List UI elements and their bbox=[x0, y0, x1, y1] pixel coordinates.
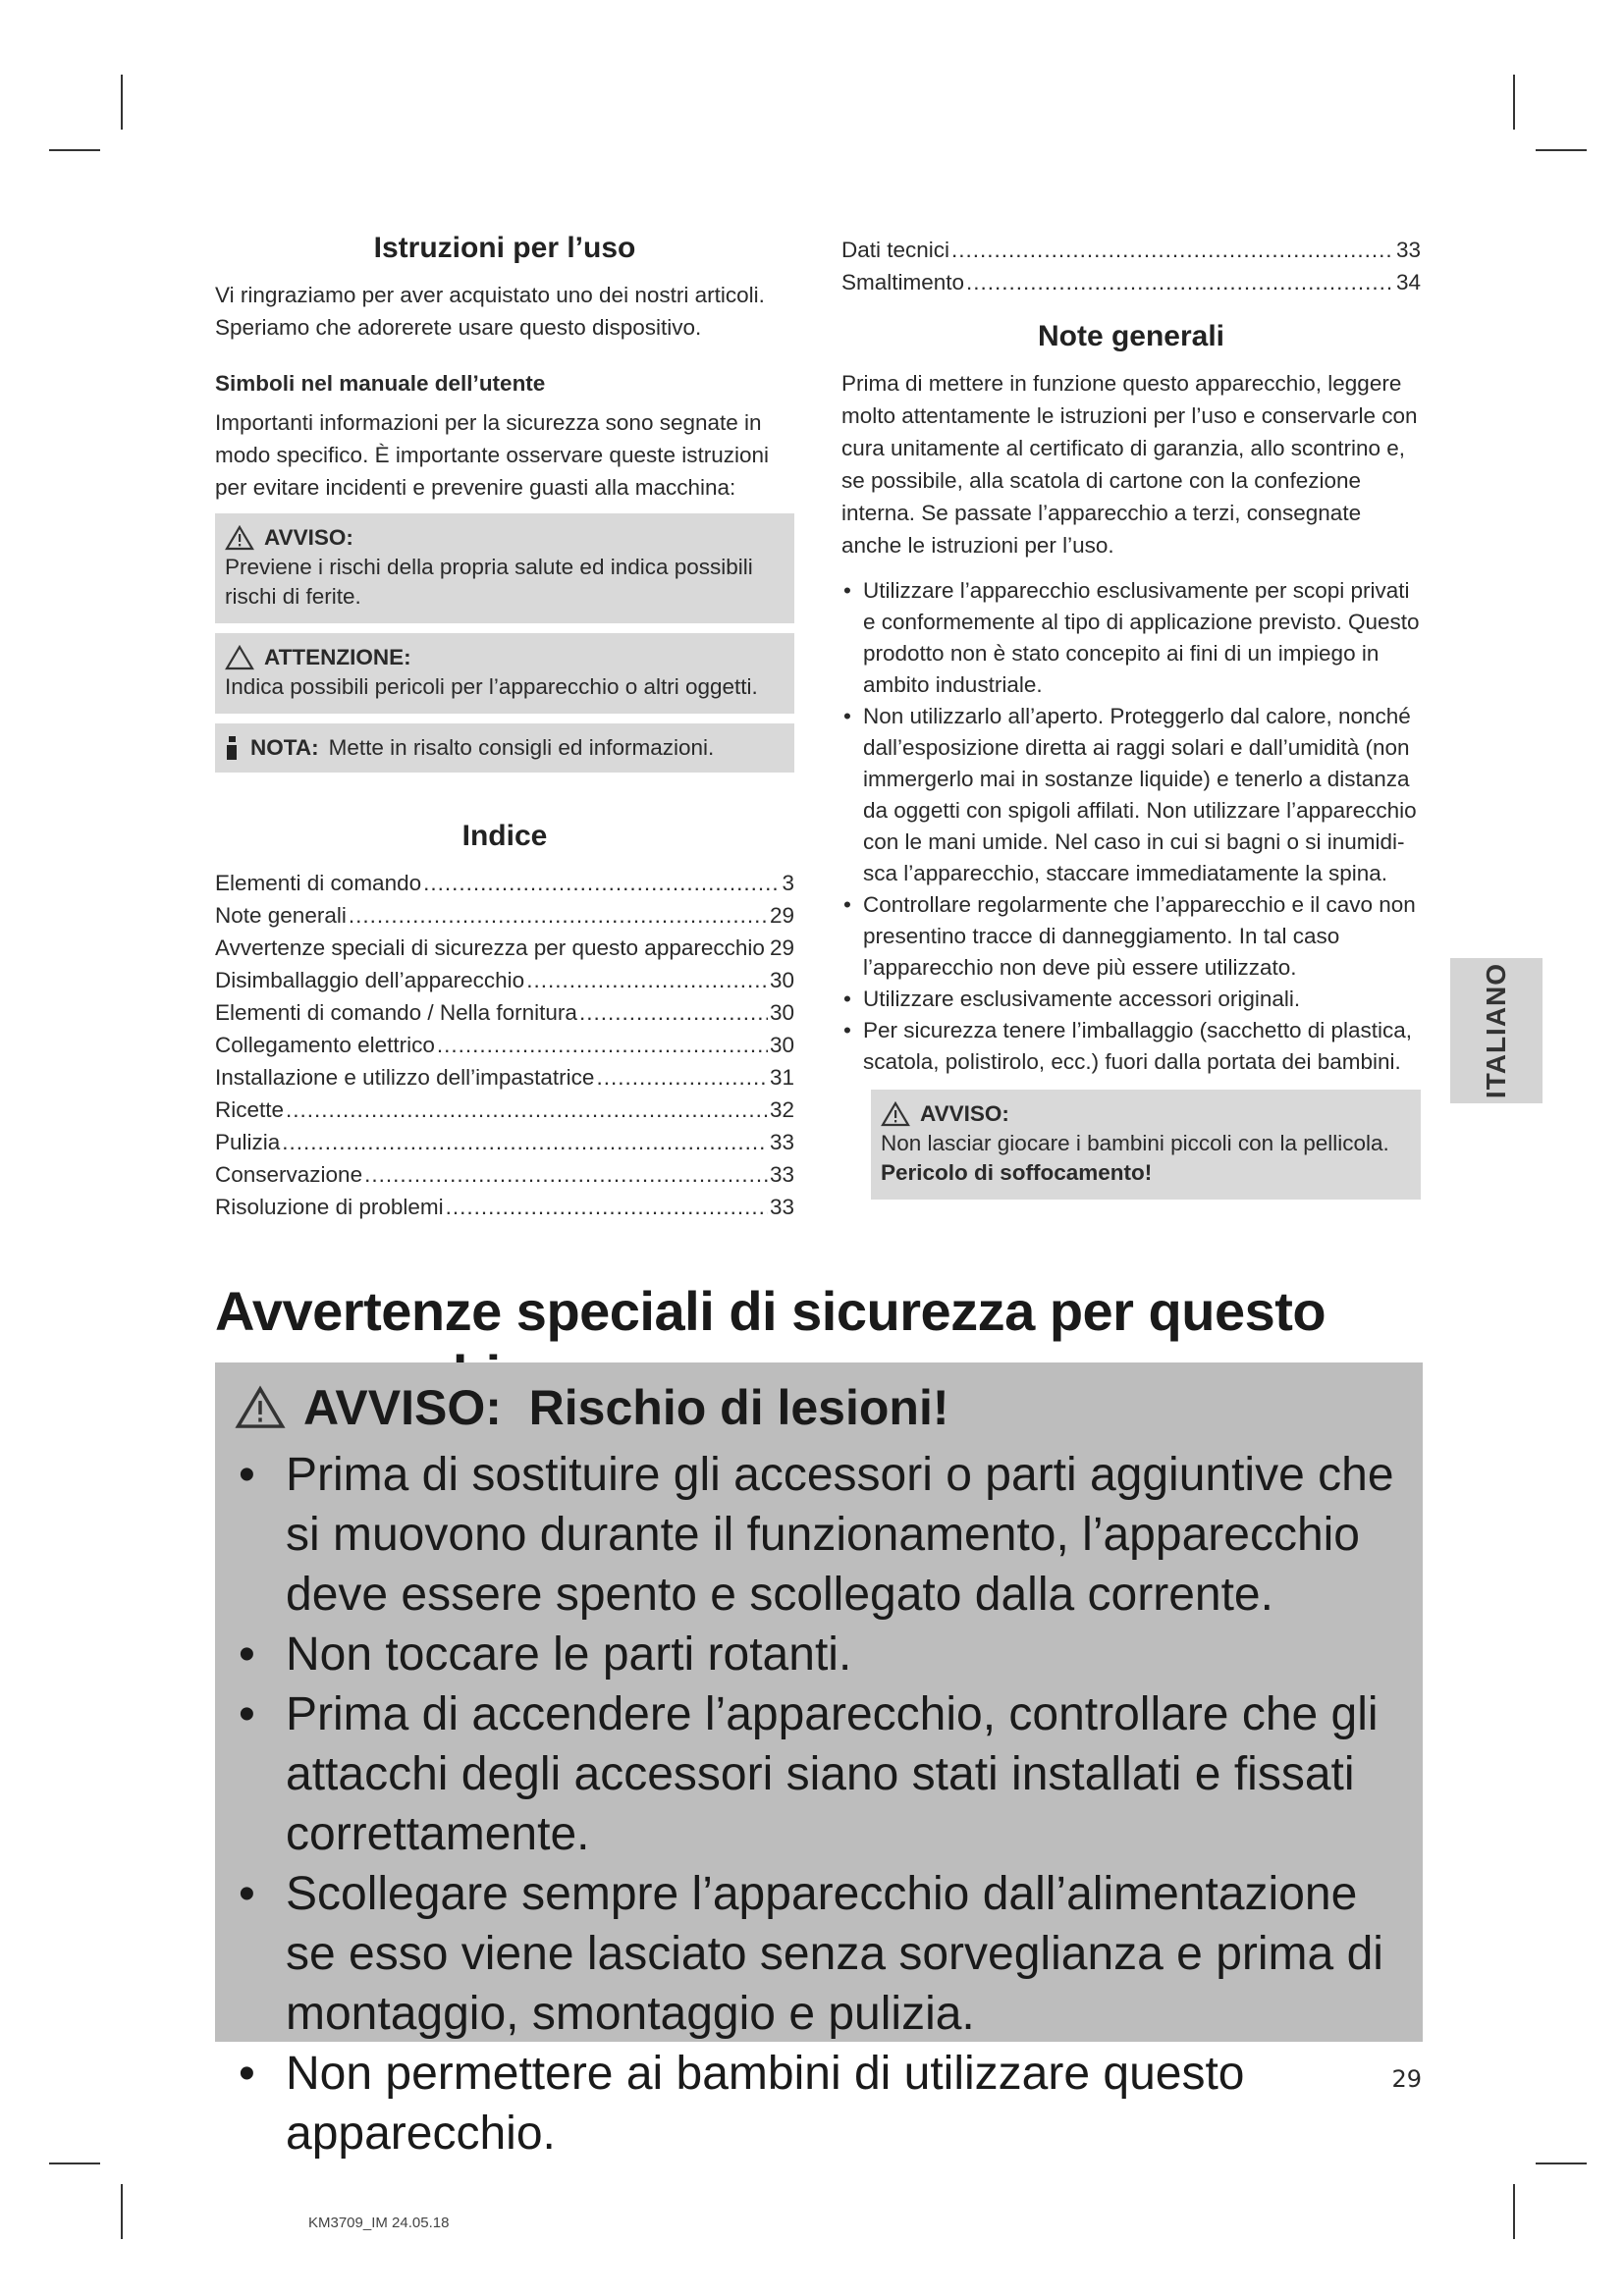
toc-entry bbox=[215, 932, 794, 964]
toc-entry-label: Avvertenze speciali di sicurezza per questo apparecchio bbox=[215, 935, 765, 960]
crop-mark bbox=[1536, 149, 1587, 151]
toc-entry-page: 33 bbox=[769, 1195, 794, 1219]
list-item: • Prima di sostituire gli accessori o parti aggiuntive che si muovono durante il funzionamento, l’apparecchio deve essere spento e scollegato dalla corrente. bbox=[235, 1445, 1403, 1625]
toc-leader bbox=[951, 234, 1394, 266]
language-tab-label: ITALIANO bbox=[1481, 962, 1512, 1099]
toc-entry-label: Conservazione bbox=[215, 1162, 363, 1187]
nota-label: NOTA: bbox=[250, 735, 319, 760]
list-item: • Non toccare le parti rotanti. bbox=[235, 1625, 1403, 1684]
toc-entry-label: Dati tecnici bbox=[841, 238, 950, 262]
toc-leader bbox=[966, 266, 1394, 298]
warning-triangle-icon bbox=[225, 525, 254, 551]
left-column bbox=[215, 232, 794, 1223]
toc-entry-label: Disimballaggio dell’apparecchio bbox=[215, 968, 525, 992]
table-of-contents bbox=[215, 867, 794, 1223]
toc-entry-label: Pulizia bbox=[215, 1130, 281, 1154]
symbols-text: Importanti informazioni per la sicurezza sono segnate in modo specifico. È importante osservare queste istruzioni per evitare incidenti e prevenire guasti alla macchina: bbox=[215, 410, 770, 500]
toc-entry bbox=[215, 1094, 794, 1126]
toc-entry-label: Elementi di comando / Nella fornitura bbox=[215, 1000, 577, 1025]
index-title: Indice bbox=[461, 820, 548, 852]
list-item: • Controllare regolarmente che l’apparecchio e il cavo non presentino tracce di danneggiamento. In tal caso l’apparecchio non deve più essere utilizzato. bbox=[841, 889, 1421, 984]
toc-entry-label: Risoluzione di problemi bbox=[215, 1195, 444, 1219]
list-item: • Scollegare sempre l’apparecchio dall’alimentazione se esso viene lasciato senza sorveglianza e prima di montaggio, smontaggio e pulizia. bbox=[235, 1864, 1403, 2044]
toc-entry bbox=[215, 899, 794, 932]
avviso-box-film bbox=[871, 1090, 1421, 1200]
toc-entry-page: 29 bbox=[769, 903, 794, 928]
general-notes-intro: Prima di mettere in funzione questo apparecchio, leggere molto attentamente le istruzioni per l’uso e conservarle con cura unitamente al certificato di garanzia, allo scontrino e, se possibile, alla scatola di cartone con la confezione interna. Se passate l’apparecchio a terzi, consegnate anche le istruzioni per l’uso. bbox=[841, 371, 1418, 558]
toc-entry-page: 33 bbox=[769, 1162, 794, 1187]
crop-mark bbox=[121, 75, 123, 130]
toc-entry-page: 31 bbox=[769, 1065, 794, 1090]
crop-mark bbox=[49, 2163, 100, 2164]
list-item: • Utilizzare l’apparecchio esclusivamente per scopi privati e conformemente al tipo di applicazione previsto. Questo prodotto non è stato concepito ai fini di un impiego in ambito industriale. bbox=[841, 575, 1421, 701]
safety-warning-title: AVVISO: Rischio di lesioni! bbox=[303, 1380, 949, 1435]
page-number: 29 bbox=[1391, 2065, 1422, 2093]
toc-entry-page: 3 bbox=[782, 871, 794, 895]
toc-entry-page: 32 bbox=[769, 1097, 794, 1122]
language-tab bbox=[1450, 958, 1543, 1103]
nota-box bbox=[215, 723, 794, 773]
toc-leader bbox=[286, 1094, 768, 1126]
toc-entry-page: 29 bbox=[769, 935, 794, 960]
table-of-contents-continued bbox=[841, 234, 1421, 298]
toc-entry bbox=[215, 1158, 794, 1191]
avviso-text: Non lasciar giocare i bambini piccoli con la pellicola. bbox=[881, 1131, 1389, 1155]
toc-entry-label: Installazione e utilizzo dell’impastatrice bbox=[215, 1065, 595, 1090]
toc-entry bbox=[215, 1191, 794, 1223]
toc-entry-label: Note generali bbox=[215, 903, 347, 928]
general-notes-list bbox=[841, 575, 1421, 1078]
crop-mark bbox=[1513, 75, 1515, 130]
toc-leader bbox=[364, 1158, 768, 1191]
toc-entry-label: Collegamento elettrico bbox=[215, 1033, 435, 1057]
toc-leader bbox=[437, 1029, 768, 1061]
toc-leader bbox=[423, 867, 780, 899]
crop-mark bbox=[121, 2184, 123, 2239]
symbols-title: Simboli nel manuale dell’utente bbox=[215, 371, 546, 396]
footer-code: KM3709_IM 24.05.18 bbox=[308, 2215, 450, 2231]
crop-mark bbox=[1536, 2163, 1587, 2164]
toc-leader bbox=[349, 899, 768, 932]
crop-mark bbox=[49, 149, 100, 151]
safety-heading: Avvertenze speciali di sicurezza per questo bbox=[215, 1280, 1326, 1342]
warning-triangle-icon bbox=[235, 1385, 286, 1430]
list-item: • Non permettere ai bambini di utilizzare questo apparecchio. bbox=[235, 2044, 1403, 2163]
list-item: • Prima di accendere l’apparecchio, controllare che gli attacchi degli accessori siano stati installati e fissati correttamente. bbox=[235, 1684, 1403, 1864]
toc-leader bbox=[526, 964, 768, 996]
toc-entry-page: 30 bbox=[769, 1000, 794, 1025]
toc-entry bbox=[841, 266, 1421, 298]
instructions-title: Istruzioni per l’uso bbox=[373, 232, 636, 264]
toc-entry-page: 30 bbox=[769, 968, 794, 992]
avviso-text: Previene i rischi della propria salute ed indica possibili rischi di ferite. bbox=[225, 555, 753, 609]
info-icon bbox=[225, 734, 241, 762]
toc-entry bbox=[215, 867, 794, 899]
list-item: • Non utilizzarlo all’aperto. Proteggerlo dal calore, nonché dall’esposizione diretta ai raggi solari e dall’umidità (non immergerlo mai in sostanze liquide) e tenerlo a distanza da oggetti con spigoli affilati. Non utilizzare l’apparecchio con le mani umide. Nel caso in cui si bagni o si inumidisca l’apparecchio, staccare immediatamente la spina. bbox=[841, 701, 1421, 889]
toc-leader bbox=[767, 932, 768, 964]
toc-entry-label: Elementi di comando bbox=[215, 871, 422, 895]
list-item: • Utilizzare esclusivamente accessori originali. bbox=[841, 984, 1421, 1015]
warning-triangle-icon bbox=[225, 645, 254, 670]
safety-warning-list bbox=[235, 1445, 1403, 2163]
toc-leader bbox=[446, 1191, 768, 1223]
toc-entry-page: 33 bbox=[769, 1130, 794, 1154]
avviso-label: AVVISO: bbox=[264, 525, 353, 550]
attenzione-box bbox=[215, 633, 794, 714]
right-column bbox=[841, 234, 1421, 1200]
toc-entry-label: Ricette bbox=[215, 1097, 285, 1122]
toc-entry-page: 33 bbox=[1395, 238, 1421, 262]
toc-leader bbox=[579, 996, 768, 1029]
toc-entry bbox=[215, 964, 794, 996]
nota-text: Mette in risalto consigli ed informazioni. bbox=[328, 735, 715, 760]
toc-leader bbox=[596, 1061, 768, 1094]
attenzione-text: Indica possibili pericoli per l’apparecchio o altri oggetti. bbox=[225, 674, 758, 699]
toc-entry bbox=[215, 1029, 794, 1061]
attenzione-label: ATTENZIONE: bbox=[264, 645, 411, 669]
avviso-bold-text: Pericolo di soffocamento! bbox=[881, 1160, 1153, 1185]
list-item: • Per sicurezza tenere l’imballaggio (sacchetto di plastica, scatola, polistirolo, ecc.) fuori dalla portata dei bambini. bbox=[841, 1015, 1421, 1078]
general-notes-title: Note generali bbox=[1037, 320, 1225, 352]
toc-entry bbox=[215, 1061, 794, 1094]
avviso-label: AVVISO: bbox=[920, 1101, 1009, 1126]
toc-entry bbox=[215, 1126, 794, 1158]
warning-triangle-icon bbox=[881, 1101, 910, 1127]
avviso-box bbox=[215, 513, 794, 623]
toc-entry-page: 30 bbox=[769, 1033, 794, 1057]
toc-entry-page: 34 bbox=[1395, 270, 1421, 294]
toc-leader bbox=[282, 1126, 768, 1158]
toc-entry-label: Smaltimento bbox=[841, 270, 965, 294]
toc-entry bbox=[841, 234, 1421, 266]
intro-text: Vi ringraziamo per aver acquistato uno dei nostri articoli. Speriamo che adorerete usare questo dispositivo. bbox=[215, 283, 765, 340]
toc-entry bbox=[215, 996, 794, 1029]
crop-mark bbox=[1513, 2184, 1515, 2239]
